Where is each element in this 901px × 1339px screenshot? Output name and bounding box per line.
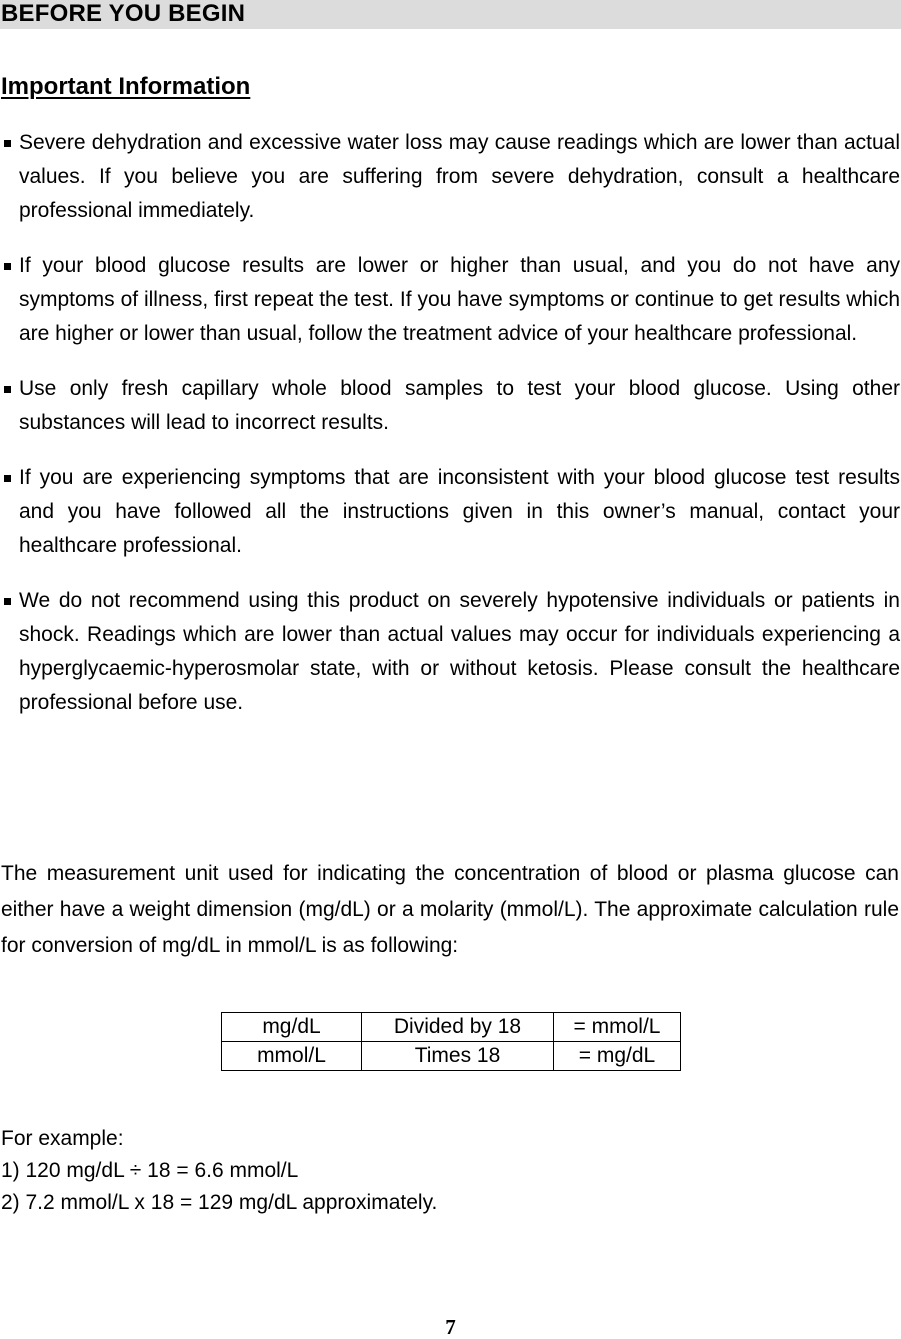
table-row [222,1042,681,1071]
table-row [222,1013,681,1042]
table-cell: Times 18 [362,1042,554,1071]
examples-block [1,1123,437,1219]
important-information-heading: Important Information [1,73,251,100]
section-header-bar [0,0,901,29]
table-cell: Divided by 18 [362,1013,554,1042]
example-line: 1) 120 mg/dL ÷ 18 = 6.6 mmol/L [1,1159,299,1182]
examples-intro: For example: [1,1127,124,1150]
table-cell: = mmol/L [554,1013,681,1042]
list-item-text: We do not recommend using this product on severely hypotensive individuals or patients in shock. Readings which are lower than actual values may occur for individuals experiencing a hyperglycaemic-hyperosmolar state, with or without ketosis. Please consult the healthcare professional before use. [19,589,900,714]
table-cell: = mg/dL [554,1042,681,1071]
example-line: 2) 7.2 mmol/L x 18 = 129 mg/dL approximately. [1,1191,438,1214]
table-cell: mmol/L [222,1042,362,1071]
list-item [0,372,900,440]
list-item [0,249,900,351]
square-bullet-icon [4,263,11,270]
list-item [0,461,900,563]
table-cell: mg/dL [222,1013,362,1042]
square-bullet-icon [4,598,11,605]
list-item-text: Severe dehydration and excessive water loss may cause readings which are lower than actual values. If you believe you are suffering from severe dehydration, consult a healthcare professional immediately. [19,131,900,222]
list-item [0,584,900,720]
measurement-unit-paragraph: The measurement unit used for indicating the concentration of blood or plasma glucose can either have a weight dimension (mg/dL) or a molarity (mmol/L). The approximate calculation rule for conversion of mg/dL in mmol/L is as following: [1,862,899,957]
conversion-table [221,1012,681,1071]
list-item-text: Use only fresh capillary whole blood samples to test your blood glucose. Using other substances will lead to incorrect results. [19,377,900,434]
section-title: BEFORE YOU BEGIN [1,0,246,27]
list-item [0,126,900,228]
important-information-list [0,126,900,741]
square-bullet-icon [4,475,11,482]
page-number: 7 [445,1315,456,1339]
square-bullet-icon [4,386,11,393]
list-item-text: If your blood glucose results are lower or higher than usual, and you do not have any symptoms of illness, first repeat the test. If you have symptoms or continue to get results which are higher or lower than usual, follow the treatment advice of your healthcare professional. [19,254,900,345]
list-item-text: If you are experiencing symptoms that are inconsistent with your blood glucose test results and you have followed all the instructions given in this owner’s manual, contact your healthcare professional. [19,466,900,557]
square-bullet-icon [4,140,11,147]
